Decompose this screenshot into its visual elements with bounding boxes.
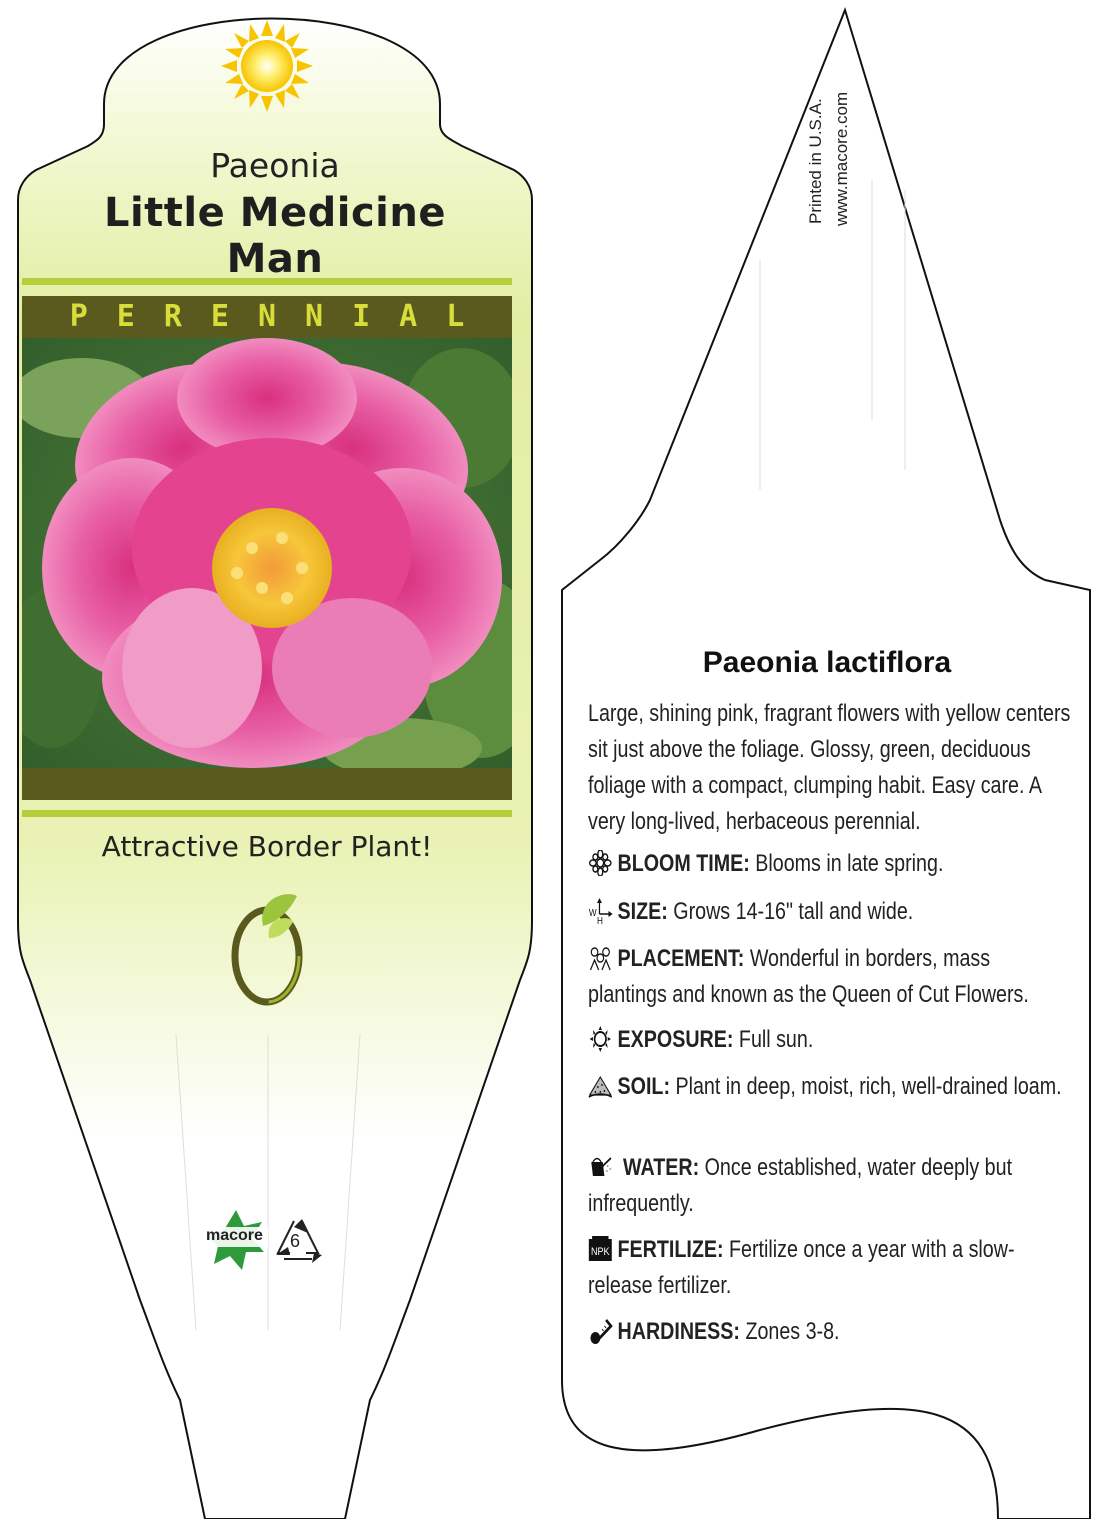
printed-in-label: Printed in U.S.A. [806,98,825,224]
tagline: Attractive Border Plant! [101,830,433,863]
care-label: SOIL: [617,1073,670,1100]
care-bloom-time [588,846,1072,882]
care-placement [588,941,1072,1013]
care-text: Blooms in late spring. [755,850,944,877]
size-icon-h: H [597,915,603,924]
care-size [588,894,1072,930]
care-label: EXPOSURE: [617,1026,734,1053]
size-icon [588,898,613,924]
care-label: WATER: [622,1154,700,1181]
placement-icon [588,945,613,971]
soil-icon [588,1073,613,1099]
scientific-name: Paeonia lactiflora [702,646,952,679]
care-text: Full sun. [738,1026,814,1053]
care-label: PLACEMENT: [617,945,745,972]
sun-icon [588,1026,613,1052]
care-label: BLOOM TIME: [617,850,750,877]
plant-description: Large, shining pink, fragrant flowers with yellow centers sit just above the foliage. Glossy, green, deciduous foliage with a compact, clumping habit. Easy care. A very long-lived, herbaceous perennial. [588,700,1071,835]
cultivar-line-1: Little Medicine [103,190,446,236]
brand-name: macore [206,1227,263,1244]
care-text: Zones 3-8. [745,1318,840,1345]
care-label: FERTILIZE: [617,1236,724,1263]
care-text: Fertilize once a year with a slow-release fertilizer. [588,1236,1015,1299]
cultivar-line-2: Man [226,236,324,282]
care-fertilize [588,1232,1072,1304]
flower-photo [22,338,512,768]
photo-bottom-band [22,768,512,800]
care-hardiness [588,1314,1072,1350]
care-text: Wonderful in borders, mass plantings and known as the Queen of Cut Flowers. [588,945,1029,1008]
sun-icon [221,20,313,112]
npk-text: NPK [591,1246,610,1259]
care-exposure [588,1022,1072,1058]
flower-center [212,508,332,628]
care-text: Once established, water deeply but infrequently. [588,1154,1013,1217]
npk-icon [588,1236,613,1262]
website-label: www.macore.com [832,91,851,226]
care-label: SIZE: [617,898,668,925]
care-label: HARDINESS: [617,1318,740,1345]
care-text: Plant in deep, moist, rich, well-drained loam. [675,1073,1062,1100]
thermometer-icon [588,1318,613,1344]
recycle-code: 6 [290,1231,301,1251]
plant-cultivar [40,190,510,282]
care-water [588,1150,1072,1222]
care-text: Grows 14-16" tall and wide. [673,898,914,925]
size-icon-w: W [588,907,597,919]
care-soil [588,1069,1072,1105]
category-label: PERENNIAL [69,299,494,334]
watering-can-icon [588,1154,613,1180]
flower-icon [588,850,613,876]
plant-genus: Paeonia [210,146,340,185]
